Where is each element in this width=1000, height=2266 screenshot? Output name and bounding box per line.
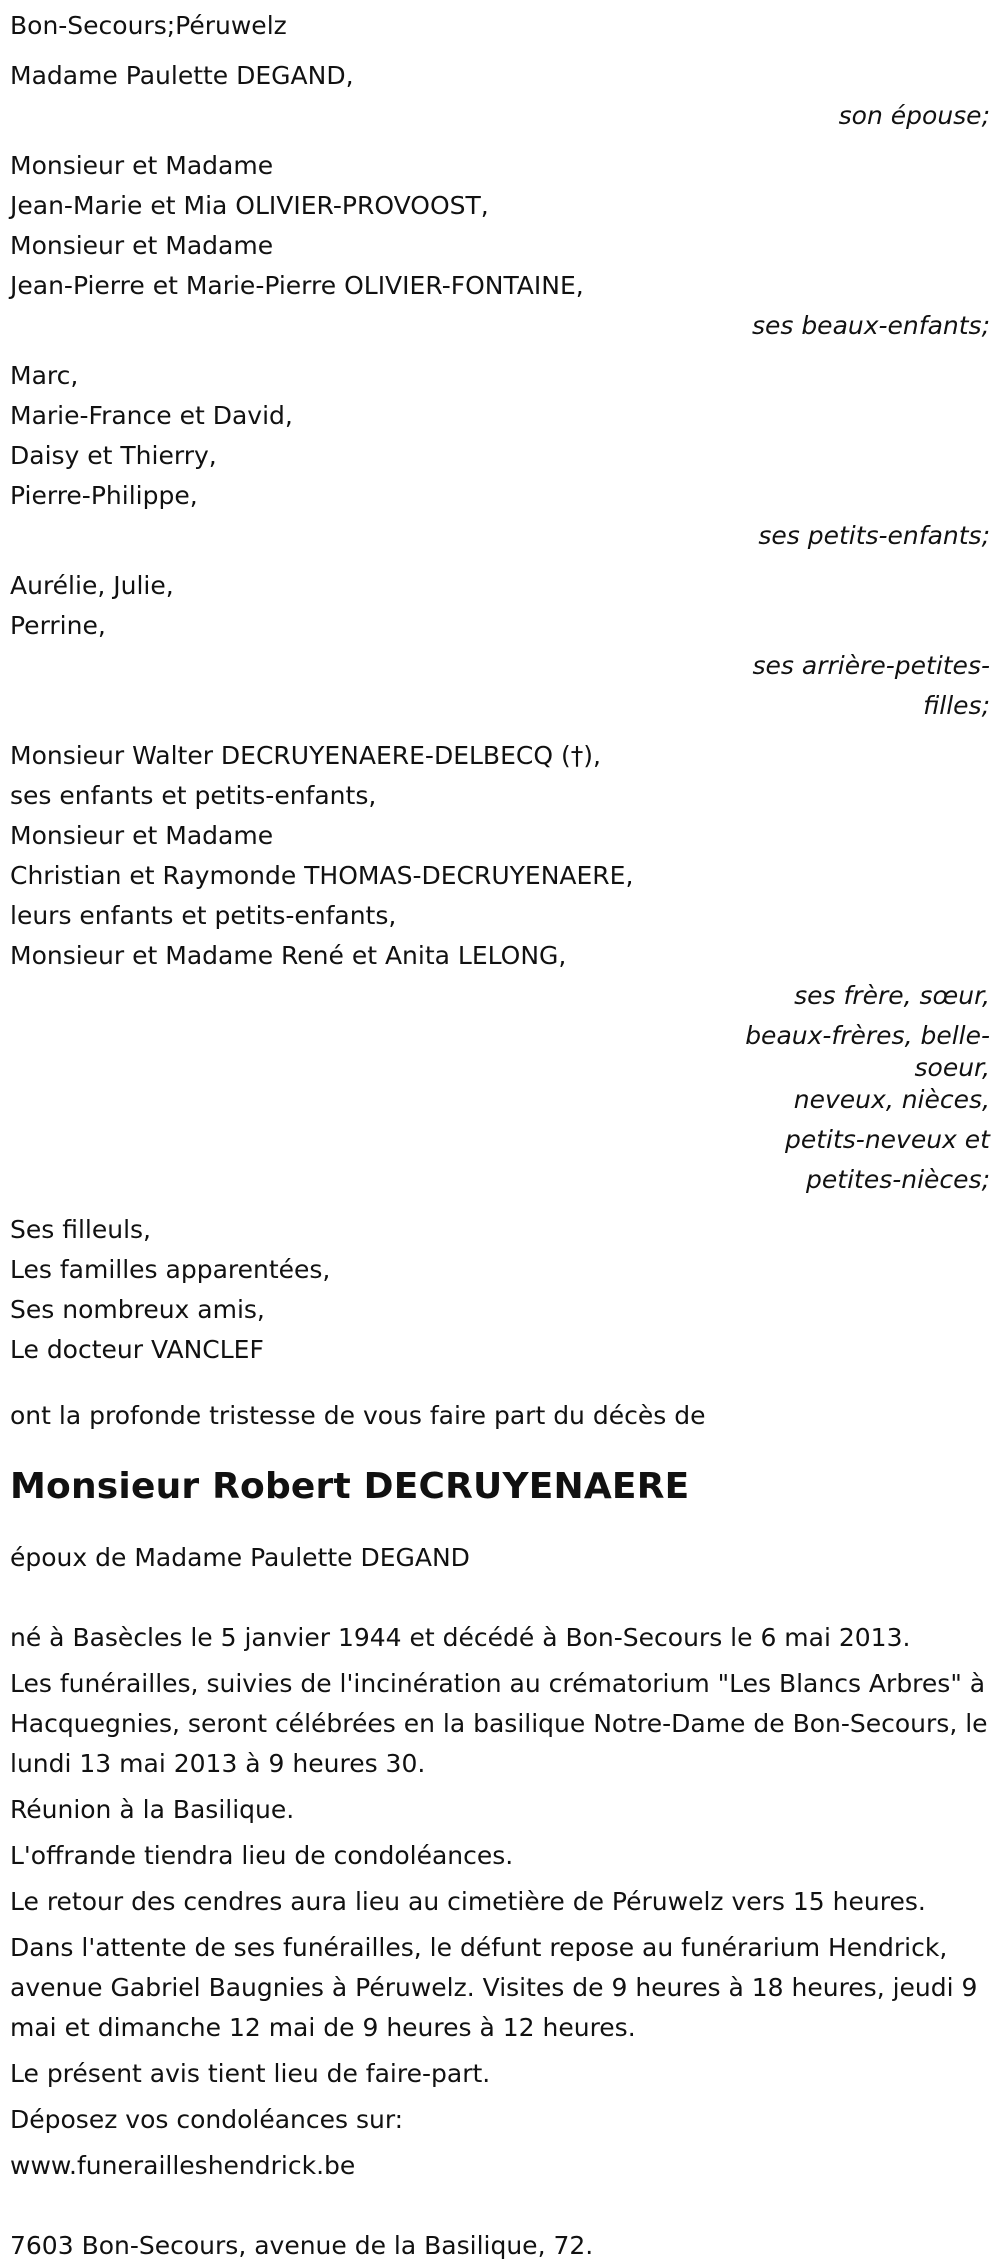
relation-line: petites-nièces; — [806, 1165, 990, 1194]
obituary-document — [10, 6, 990, 2266]
funeral-home-address: 7603 Bon-Secours, avenue de la Basilique, 72. — [10, 2231, 594, 2260]
detail-paragraph: Le présent avis tient lieu de faire-part. — [10, 2059, 491, 2088]
name-line: Marie-France et David, — [10, 401, 293, 430]
detail-paragraph: Réunion à la Basilique. — [10, 1795, 295, 1824]
relation-line: filles; — [923, 691, 990, 720]
name-line: Ses nombreux amis, — [10, 1295, 265, 1324]
relation-label — [740, 976, 990, 1200]
name-line: ses enfants et petits-enfants, — [10, 781, 377, 810]
name-line: Pierre-Philippe, — [10, 481, 198, 510]
name-line: Marc, — [10, 361, 79, 390]
relation-line: petits-neveux et — [784, 1125, 990, 1154]
spouse-of-line: époux de Madame Paulette DEGAND — [10, 1543, 470, 1572]
relation-label: ses petits-enfants; — [758, 521, 990, 550]
detail-paragraph: Les funérailles, suivies de l'incinération au crématorium "Les Blancs Arbres" à Hacquegnies, seront célébrées en la basilique Notre-Dame de Bon-Secours, le lundi 13 mai 2013 à 9 heures 30. — [10, 1669, 988, 1778]
family-group-grandchildren — [10, 356, 990, 556]
relation-line: neveux, nièces, — [793, 1085, 990, 1114]
detail-paragraph: Dans l'attente de ses funérailles, le défunt repose au funérarium Hendrick, avenue Gabriel Baugnies à Péruwelz. Visites de 9 heures à 18 heures, jeudi 9 mai et dimanche 12 mai de 9 heures à 12 heures. — [10, 1933, 978, 2042]
detail-paragraph: Déposez vos condoléances sur: — [10, 2105, 404, 2134]
name-line: Daisy et Thierry, — [10, 441, 217, 470]
name-line: Aurélie, Julie, — [10, 571, 174, 600]
family-group-siblings — [10, 736, 990, 1200]
relation-line: ses arrière-petites- — [752, 651, 990, 680]
family-group-great-grandchildren — [10, 566, 990, 726]
name-line: Monsieur et Madame René et Anita LELONG, — [10, 941, 567, 970]
relation-label: ses beaux-enfants; — [751, 311, 990, 340]
name-line: Jean-Pierre et Marie-Pierre OLIVIER-FONTAINE, — [10, 271, 584, 300]
location-header: Bon-Secours;Péruwelz — [10, 11, 287, 40]
name-line: leurs enfants et petits-enfants, — [10, 901, 397, 930]
detail-paragraph: Le retour des cendres aura lieu au cimetière de Péruwelz vers 15 heures. — [10, 1887, 926, 1916]
name-line: Ses filleuls, — [10, 1215, 152, 1244]
detail-paragraph: né à Basècles le 5 janvier 1944 et décédé à Bon-Secours le 6 mai 2013. — [10, 1623, 911, 1652]
relation-line: ses frère, sœur, — [794, 981, 990, 1010]
name-line: Christian et Raymonde THOMAS-DECRUYENAERE, — [10, 861, 634, 890]
relation-label — [740, 646, 990, 726]
relation-line: soeur, — [914, 1053, 990, 1082]
family-group-others — [10, 1210, 990, 1370]
name-line: Monsieur Walter DECRUYENAERE-DELBECQ (†), — [10, 741, 601, 770]
deceased-name: Monsieur Robert DECRUYENAERE — [10, 1466, 690, 1507]
family-group-in-laws — [10, 146, 990, 346]
condolences-link[interactable]: www.funerailleshendrick.be — [10, 2151, 356, 2180]
detail-paragraph: L'offrande tiendra lieu de condoléances. — [10, 1841, 514, 1870]
name-line: Perrine, — [10, 611, 106, 640]
relation-label: son épouse; — [838, 101, 990, 130]
family-group-spouse — [10, 56, 990, 136]
name-line: Madame Paulette DEGAND, — [10, 61, 354, 90]
funeral-details — [10, 1618, 990, 2186]
relation-line: beaux-frères, belle- — [745, 1021, 990, 1050]
announcement-intro: ont la profonde tristesse de vous faire part du décès de — [10, 1401, 706, 1430]
name-line: Monsieur et Madame — [10, 821, 274, 850]
name-line: Jean-Marie et Mia OLIVIER-PROVOOST, — [10, 191, 489, 220]
name-line: Le docteur VANCLEF — [10, 1335, 264, 1364]
name-line: Les familles apparentées, — [10, 1255, 331, 1284]
name-line: Monsieur et Madame — [10, 151, 274, 180]
name-line: Monsieur et Madame — [10, 231, 274, 260]
